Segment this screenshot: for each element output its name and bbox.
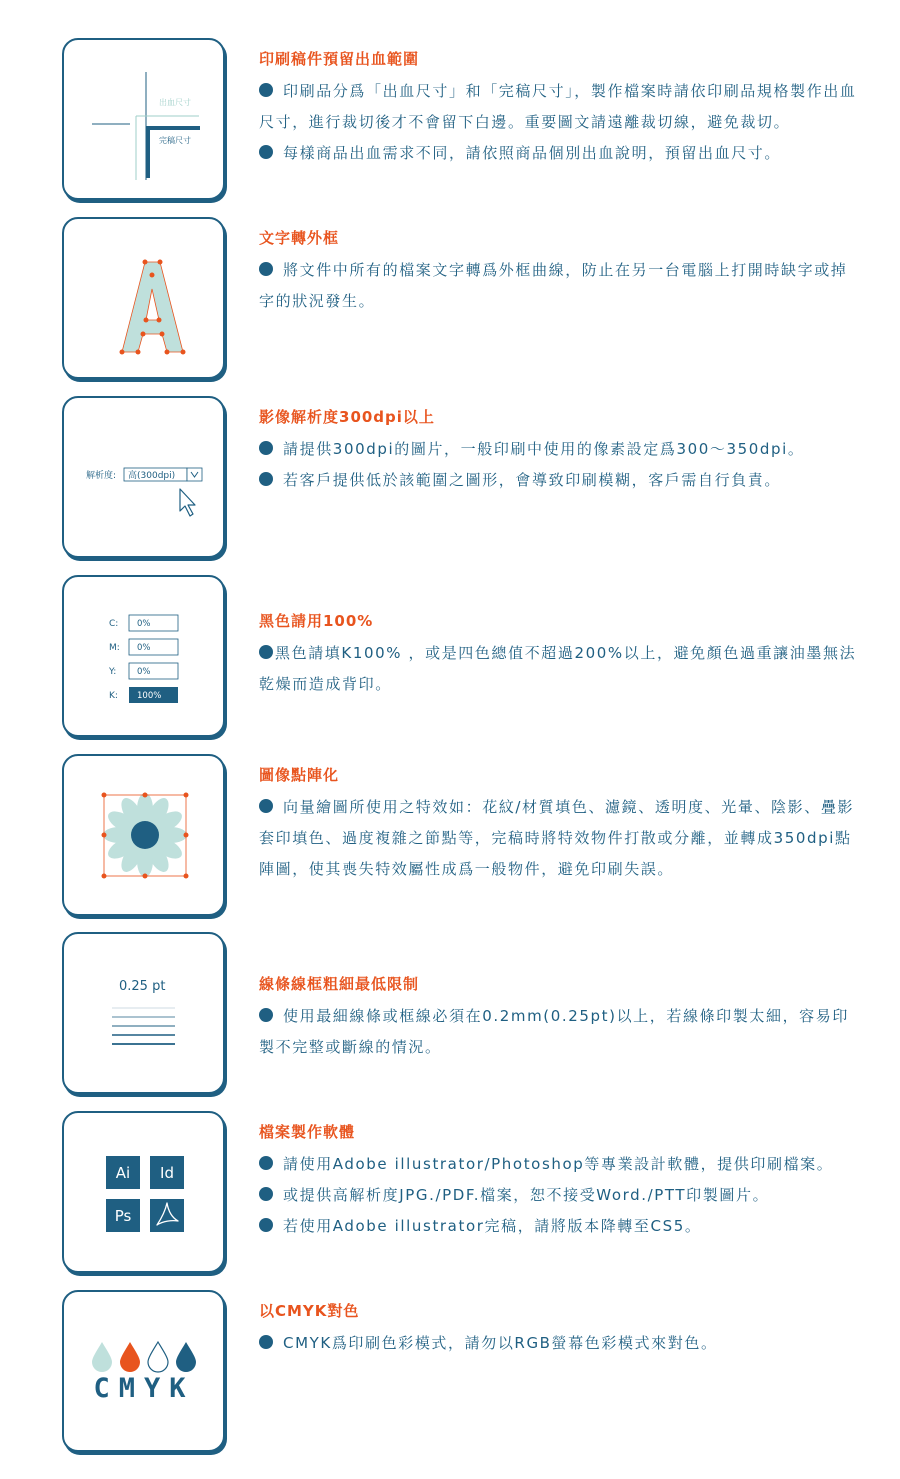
final-label: 完稿尺寸	[159, 136, 191, 145]
section-title: 圖像點陣化	[259, 766, 340, 784]
section-title: 線條線框粗細最低限制	[259, 975, 420, 993]
bullet-dot-icon	[259, 1218, 273, 1232]
k-label: K:	[109, 691, 118, 701]
bleed-label: 出血尺寸	[159, 98, 191, 107]
c-label: C:	[109, 619, 119, 629]
resolution-dropdown-icon	[64, 398, 223, 556]
bullet-dot-icon	[259, 799, 273, 813]
crop-marks-icon	[64, 40, 223, 198]
y-value: 0%	[137, 667, 151, 677]
section-title: 印刷稿件預留出血範圍	[259, 50, 420, 68]
m-value: 0%	[137, 643, 151, 653]
bullet-paragraph: 使用最細線條或框線必須在0.2mm(0.25pt)以上，若線條印製太細，容易印製不完整或斷線的情況。	[259, 1007, 849, 1056]
bullet-dot-icon	[259, 645, 273, 659]
bullet-dot-icon	[259, 1008, 273, 1022]
section-software	[0, 1111, 900, 1277]
resolution-card	[62, 396, 225, 558]
resolution-field-label: 解析度:	[86, 471, 117, 481]
bullet-dot-icon	[259, 145, 273, 159]
y-label: Y:	[109, 667, 117, 677]
bullet-dot-icon	[259, 1156, 273, 1170]
line-weight-label: 0.25 pt	[119, 979, 166, 994]
bullet-dot-icon	[259, 262, 273, 276]
bullet-paragraph: 請使用Adobe illustrator/Photoshop等專業設計軟體，提供印刷檔案。	[259, 1149, 859, 1180]
bullet-paragraph: 或提供高解析度JPG./PDF.檔案，恕不接受Word./PTT印製圖片。	[259, 1180, 859, 1211]
m-label: M:	[109, 643, 120, 653]
section-title: 以CMYK對色	[259, 1302, 360, 1320]
bullet-paragraph: 若使用Adobe illustrator完稿，請將版本降轉至CS5。	[259, 1211, 859, 1242]
section-outline-text	[0, 217, 900, 383]
cmyk-card	[62, 1290, 225, 1452]
bullet-paragraph: 請提供300dpi的圖片，一般印刷中使用的像素設定爲300～350dpi。	[259, 434, 859, 465]
section-title: 檔案製作軟體	[259, 1123, 356, 1141]
bullet-dot-icon	[259, 1335, 273, 1349]
bullet-dot-icon	[259, 441, 273, 455]
cmyk-ink-drops-icon	[64, 1292, 223, 1450]
section-black-color	[0, 575, 900, 741]
bullet-paragraph: 每樣商品出血需求不同，請依照商品個別出血說明，預留出血尺寸。	[259, 138, 859, 169]
bullet-dot-icon	[259, 472, 273, 486]
bleed-card	[62, 38, 225, 200]
cmyk-values-icon	[64, 577, 223, 735]
indesign-icon: Id	[160, 1164, 174, 1182]
bullet-paragraph: 向量繪圖所使用之特效如：花紋/材質填色、濾鏡、透明度、光暈、陰影、疊影套印填色、過度複雜之節點等，完稿時將特效物件打散或分離，並轉成350dpi點陣圖，使其喪失特效屬性成爲一般物件，避免印刷失誤。	[259, 798, 855, 878]
bullet-paragraph: 若客戶提供低於該範圍之圖形，會導致印刷模糊，客戶需自行負責。	[259, 465, 859, 496]
outline-text-card	[62, 217, 225, 379]
illustrator-icon: Ai	[115, 1164, 131, 1182]
resolution-field-value: 高(300dpi)	[128, 471, 176, 481]
black-color-card	[62, 575, 225, 737]
photoshop-icon: Ps	[114, 1207, 132, 1225]
section-title: 影像解析度300dpi以上	[259, 408, 435, 426]
section-rasterize	[0, 754, 900, 920]
line-weight-icon	[64, 934, 223, 1092]
rasterize-card	[62, 754, 225, 916]
c-value: 0%	[137, 619, 151, 629]
cmyk-wordmark: CMYK	[93, 1373, 195, 1404]
adobe-apps-icon	[64, 1113, 223, 1271]
bullet-paragraph: 將文件中所有的檔案文字轉爲外框曲線，防止在另一台電腦上打開時缺字或掉字的狀況發生。	[259, 261, 848, 310]
line-weight-card	[62, 932, 225, 1094]
bullet-dot-icon	[259, 83, 273, 97]
section-bleed	[0, 38, 900, 204]
section-resolution	[0, 396, 900, 562]
software-card	[62, 1111, 225, 1273]
k-value: 100%	[137, 691, 162, 701]
section-title: 黑色請用100%	[259, 612, 374, 630]
section-cmyk	[0, 1290, 900, 1456]
bullet-paragraph: CMYK爲印刷色彩模式，請勿以RGB螢幕色彩模式來對色。	[259, 1328, 859, 1359]
bullet-paragraph: 黑色請填K100% ，或是四色總值不超過200%以上，避免顏色過重讓油墨無法乾燥而造成背印。	[259, 644, 857, 693]
bullet-dot-icon	[259, 1187, 273, 1201]
flower-bounding-box-icon	[64, 756, 223, 914]
section-title: 文字轉外框	[259, 229, 340, 247]
section-line-weight	[0, 932, 900, 1098]
outline-letter-icon	[64, 219, 223, 377]
bullet-paragraph: 印刷品分爲「出血尺寸」和「完稿尺寸」，製作檔案時請依印刷品規格製作出血尺寸，進行裁切後才不會留下白邊。重要圖文請遠離裁切線，避免裁切。	[259, 82, 857, 131]
